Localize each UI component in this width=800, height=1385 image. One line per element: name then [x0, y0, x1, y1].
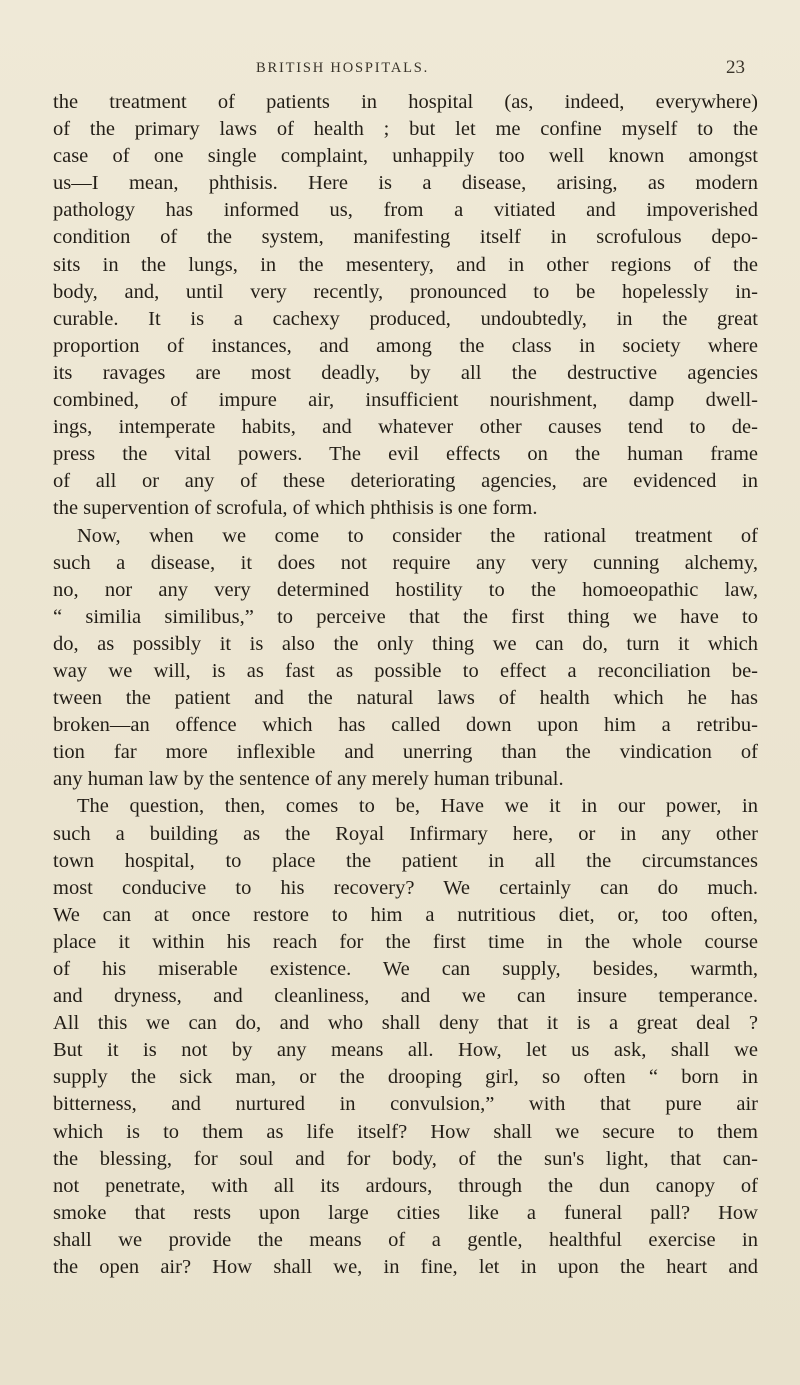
text-line: the blessing, for soul and for body, of the sun's light, that can- [53, 1147, 758, 1170]
text-line: shall we provide the means of a gentle, healthful exercise in [53, 1228, 758, 1251]
text-line: the open air? How shall we, in fine, let in upon the heart and [53, 1256, 758, 1279]
text-line: and dryness, and cleanliness, and we can insure temperance. [53, 985, 758, 1008]
text-line: All this we can do, and who shall deny that it is a great deal ? [53, 1012, 758, 1035]
text-line: such a building as the Royal Infirmary here, or in any other [53, 822, 758, 845]
text-line: which is to them as life itself? How shall we secure to them [53, 1120, 758, 1143]
text-line: Now, when we come to consider the rational treatment of [77, 524, 758, 547]
text-line: bitterness, and nurtured in convulsion,” with that pure air [53, 1093, 758, 1116]
text-line: ings, intemperate habits, and whatever other causes tend to de- [53, 416, 758, 439]
text-line: “ similia similibus,” to perceive that the first thing we have to [53, 605, 758, 628]
text-line: curable. It is a cachexy produced, undoubtedly, in the great [53, 307, 758, 330]
page-number: 23 [726, 57, 745, 78]
running-head: BRITISH HOSPITALS. [256, 60, 430, 76]
text-line: sits in the lungs, in the mesentery, and in other regions of the [53, 253, 758, 276]
text-line: body, and, until very recently, pronounced to be hopelessly in- [53, 280, 758, 303]
text-line: town hospital, to place the patient in all the circumstances [53, 849, 758, 872]
text-line: smoke that rests upon large cities like a funeral pall? How [53, 1201, 758, 1224]
text-line: any human law by the sentence of any merely human tribunal. [53, 768, 564, 791]
text-line: tion far more inflexible and unerring than the vindication of [53, 741, 758, 764]
text-line: condition of the system, manifesting itself in scrofulous depo- [53, 226, 758, 249]
text-line: The question, then, comes to be, Have we it in our power, in [77, 795, 758, 818]
body-text [53, 89, 758, 1281]
text-line: the supervention of scrofula, of which phthisis is one form. [53, 497, 538, 520]
text-line: We can at once restore to him a nutritious diet, or, too often, [53, 903, 758, 926]
text-line: case of one single complaint, unhappily too well known amongst [53, 145, 758, 168]
text-line: its ravages are most deadly, by all the destructive agencies [53, 361, 758, 384]
text-line: way we will, is as fast as possible to effect a reconciliation be- [53, 659, 758, 682]
page-header [0, 57, 800, 82]
text-line: most conducive to his recovery? We certainly can do much. [53, 876, 758, 899]
text-line: proportion of instances, and among the class in society where [53, 334, 758, 357]
text-line: of all or any of these deteriorating agencies, are evidenced in [53, 470, 758, 493]
text-line: broken—an offence which has called down upon him a retribu- [53, 714, 758, 737]
text-line: place it within his reach for the first time in the whole course [53, 930, 758, 953]
text-line: the treatment of patients in hospital (as, indeed, everywhere) [53, 91, 758, 113]
text-line: supply the sick man, or the drooping girl, so often “ born in [53, 1066, 758, 1089]
text-line: such a disease, it does not require any very cunning alchemy, [53, 551, 758, 574]
text-line: combined, of impure air, insufficient nourishment, damp dwell- [53, 389, 758, 412]
text-line: no, nor any very determined hostility to the homoeopathic law, [53, 578, 758, 601]
text-line: us—I mean, phthisis. Here is a disease, arising, as modern [53, 172, 758, 195]
text-line: of his miserable existence. We can supply, besides, warmth, [53, 958, 758, 980]
text-line: press the vital powers. The evil effects on the human frame [53, 443, 758, 466]
text-line: pathology has informed us, from a vitiated and impoverished [53, 199, 758, 222]
text-line: of the primary laws of health ; but let me confine myself to the [53, 118, 758, 141]
text-line: But it is not by any means all. How, let us ask, shall we [53, 1039, 758, 1062]
text-line: not penetrate, with all its ardours, through the dun canopy of [53, 1174, 758, 1197]
text-line: tween the patient and the natural laws of health which he has [53, 687, 758, 710]
text-line: do, as possibly it is also the only thing we can do, turn it which [53, 632, 758, 655]
